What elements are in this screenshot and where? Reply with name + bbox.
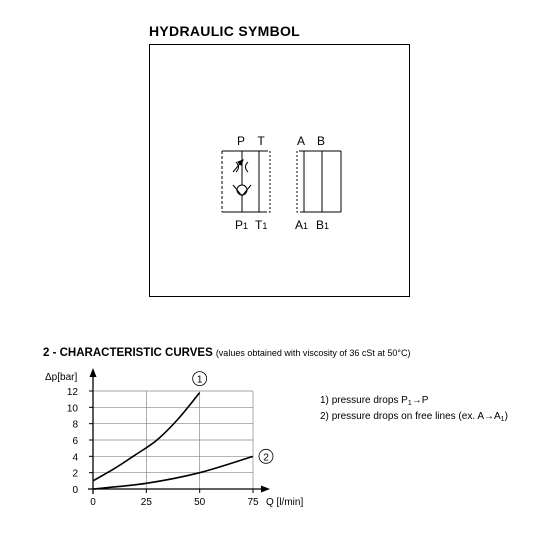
- y-tick-label: 0: [72, 485, 78, 496]
- port-label-a: A: [296, 134, 306, 148]
- x-axis-label: Q [l/min]: [266, 497, 304, 508]
- port-label-b: B: [316, 134, 326, 148]
- series-marker-label: 1: [196, 374, 203, 386]
- series-marker-label: 2: [263, 452, 269, 464]
- port-label-p1: P1: [235, 218, 249, 232]
- y-tick-label: 10: [66, 403, 78, 415]
- y-tick-label: 8: [72, 419, 78, 431]
- y-axis-label: Δp[bar]: [45, 372, 78, 383]
- x-tick-label: 25: [140, 497, 152, 508]
- chart-series-markers: [193, 372, 273, 464]
- section-title-text: 2 - CHARACTERISTIC CURVES: [43, 347, 213, 359]
- port-label-b1: B1: [316, 218, 330, 232]
- x-axis-arrow-icon: [261, 486, 270, 493]
- legend-item-1: 1) pressure drops $P_1\to P$: [320, 395, 429, 407]
- y-tick-label: 4: [72, 452, 78, 464]
- port-label-p: P: [236, 134, 246, 148]
- y-tick-label: 2: [72, 468, 78, 480]
- port-label-a1: A1: [295, 218, 309, 232]
- section-note: (values obtained with viscosity of 36 cSt at 50°C): [215, 348, 411, 358]
- legend-item-2: 2) pressure drops on free lines (ex. $A\to A_1$): [320, 411, 508, 423]
- port-label-t1: T1: [255, 218, 268, 232]
- y-tick-label: 12: [66, 387, 78, 398]
- chart-axes: [88, 368, 270, 494]
- y-tick-label: 6: [72, 436, 78, 447]
- chart-ticks: [67, 387, 259, 508]
- port-label-t: T: [257, 134, 265, 148]
- x-tick-label: 75: [247, 497, 259, 508]
- chart-grid: [93, 391, 253, 489]
- y-axis-arrow-icon: [90, 368, 97, 377]
- hydraulic-symbol-heading: HYDRAULIC SYMBOL: [149, 23, 301, 39]
- x-tick-label: 50: [194, 497, 206, 508]
- x-tick-label: 0: [90, 497, 96, 508]
